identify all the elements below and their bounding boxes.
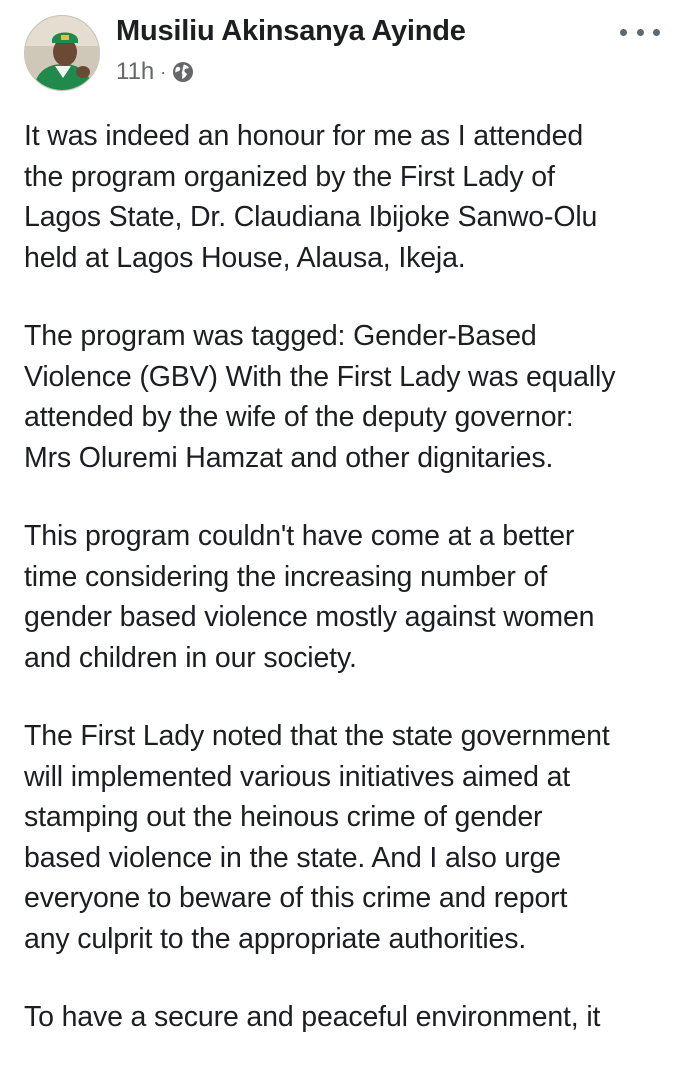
post-paragraph: The First Lady noted that the state government will implemented various initiatives aimed at stamping out the heinous crime of gender based violence in the state. And I also urge everyone to beware of this crime and report any culprit to the appropriate authorities. <box>24 720 610 955</box>
more-dot <box>620 29 627 36</box>
post-paragraph: This program couldn't have come at a better time considering the increasing number of gender based violence mostly against women and children in our society. <box>24 520 595 674</box>
post-header <box>0 0 690 110</box>
post-paragraph: To have a secure and peaceful environment, it <box>24 1001 601 1033</box>
more-dot <box>653 29 660 36</box>
author-name[interactable]: Musiliu Akinsanya Ayinde <box>116 15 466 47</box>
post-paragraph: It was indeed an honour for me as I attended the program organized by the First Lady of Lagos State, Dr. Claudiana Ibijoke Sanwo-Olu held at Lagos House, Alausa, Ikeja. <box>24 120 598 274</box>
more-options-icon[interactable] <box>620 20 660 44</box>
more-dot <box>637 29 644 36</box>
post-meta <box>116 57 194 87</box>
post-body <box>24 116 674 1076</box>
globe-icon[interactable] <box>172 61 194 83</box>
meta-separator: · <box>160 61 167 82</box>
post-paragraph: The program was tagged: Gender-Based Violence (GBV) With the First Lady was equally attended by the wife of the deputy governor: Mrs Oluremi Hamzat and other dignitaries. <box>24 320 616 474</box>
avatar[interactable] <box>24 15 100 91</box>
post-timestamp[interactable]: 11h <box>116 58 155 85</box>
avatar-image <box>25 16 100 91</box>
